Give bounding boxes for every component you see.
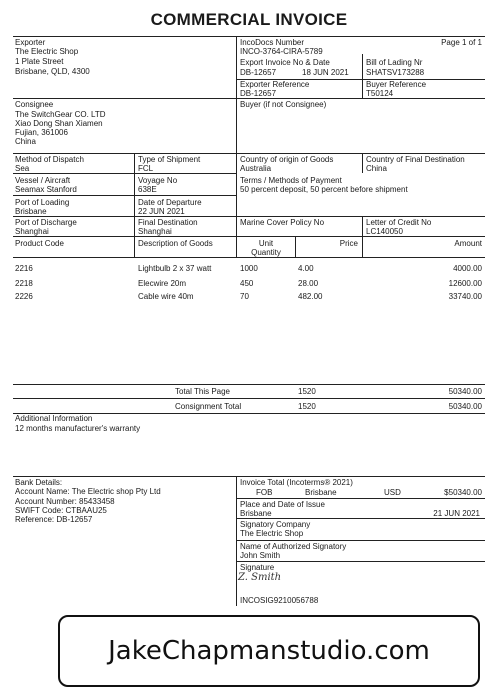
- dispatch-value: Sea: [15, 164, 30, 173]
- divider-main-top: [236, 36, 237, 216]
- rule-top: [13, 36, 485, 37]
- col-unit: Unit: [258, 239, 274, 248]
- consignee-line: The SwitchGear CO. LTD: [15, 110, 106, 119]
- departure-label: Date of Departure: [138, 198, 202, 207]
- consignee-line: Fujian, 361006: [15, 128, 68, 137]
- origin-label: Country of origin of Goods: [240, 155, 334, 164]
- consignee-label: Consignee: [15, 100, 54, 109]
- export-invoice-number: DB-12657: [240, 68, 277, 77]
- invoice-total-place: Brisbane: [305, 488, 337, 497]
- col-amount: Amount: [454, 239, 482, 248]
- export-invoice-date: 18 JUN 2021: [302, 68, 349, 77]
- bank-label: Bank Details:: [15, 478, 63, 487]
- col-product-code: Product Code: [15, 239, 64, 248]
- consignment-total-label: Consignment Total: [175, 402, 242, 411]
- item-qty: 70: [240, 292, 249, 301]
- invoice-total-label: Invoice Total (Incoterms® 2021): [240, 478, 353, 487]
- vessel-label: Vessel / Aircraft: [15, 176, 71, 185]
- divider-price-amount: [362, 236, 363, 257]
- bill-lading-value: SHATSV173288: [366, 68, 425, 77]
- rule-consignee: [13, 98, 485, 99]
- item-code: 2218: [15, 279, 33, 288]
- incodocs-label: IncoDocs Number: [240, 38, 305, 47]
- rule-items-header: [13, 236, 485, 237]
- bank-line: Account Name: The Electric shop Pty Ltd: [15, 487, 161, 496]
- item-description: Lightbulb 2 x 37 watt: [138, 264, 212, 273]
- letter-credit-value: LC140050: [366, 227, 403, 236]
- page-number: Page 1 of 1: [441, 38, 482, 47]
- total-page-label: Total This Page: [175, 387, 230, 396]
- rule-port-loading: [13, 195, 236, 196]
- rule-total-page: [13, 384, 485, 385]
- additional-info-label: Additional Information: [15, 414, 93, 423]
- exporter-ref-value: DB-12657: [240, 89, 277, 98]
- col-description: Description of Goods: [138, 239, 213, 248]
- total-page-amount: 50340.00: [448, 387, 482, 396]
- port-loading-value: Brisbane: [15, 207, 47, 216]
- exporter-ref-label: Exporter Reference: [240, 80, 310, 89]
- document-title: COMMERCIAL INVOICE: [150, 10, 348, 29]
- rule-items-header-bottom: [13, 257, 485, 258]
- exporter-line: The Electric Shop: [15, 47, 79, 56]
- rule-signature: [236, 561, 485, 562]
- consignment-total-amount: 50340.00: [448, 402, 482, 411]
- origin-value: Australia: [240, 164, 272, 173]
- item-code: 2226: [15, 292, 33, 301]
- final-destination-label: Final Destination: [138, 218, 198, 227]
- bank-line: Reference: DB-12657: [15, 515, 93, 524]
- place-date-place: Brisbane: [240, 509, 272, 518]
- place-date-label: Place and Date of Issue: [240, 500, 325, 509]
- authorized-label: Name of Authorized Signatory: [240, 542, 347, 551]
- authorized-value: John Smith: [240, 551, 281, 560]
- total-page-qty: 1520: [298, 387, 316, 396]
- port-discharge-value: Shanghai: [15, 227, 49, 236]
- item-qty: 450: [240, 279, 254, 288]
- signatory-company-label: Signatory Company: [240, 520, 311, 529]
- item-amount: 12600.00: [448, 279, 482, 288]
- shipment-type-value: FCL: [138, 164, 154, 173]
- voyage-value: 638E: [138, 185, 157, 194]
- rule-signatory-company: [236, 518, 485, 519]
- item-price: 482.00: [298, 292, 323, 301]
- signatory-company-value: The Electric Shop: [240, 529, 304, 538]
- voyage-label: Voyage No: [138, 176, 178, 185]
- export-invoice-label: Export Invoice No & Date: [240, 58, 330, 67]
- invoice-total-term: FOB: [256, 488, 273, 497]
- divider-bill-lading: [362, 54, 363, 98]
- signature-label: Signature: [240, 563, 275, 572]
- item-amount: 33740.00: [448, 292, 482, 301]
- departure-value: 22 JUN 2021: [138, 207, 185, 216]
- divider-letter-credit: [362, 216, 363, 236]
- final-destination-value: Shanghai: [138, 227, 172, 236]
- invoice-total-currency: USD: [384, 488, 401, 497]
- signature-image: Z. Smith: [238, 572, 282, 583]
- item-price: 4.00: [298, 264, 314, 273]
- port-discharge-label: Port of Discharge: [15, 218, 77, 227]
- col-price: Price: [339, 239, 358, 248]
- item-price: 28.00: [298, 279, 319, 288]
- bill-lading-label: Bill of Lading Nr: [366, 58, 423, 67]
- divider-qty-price: [295, 236, 296, 257]
- destination-country-label: Country of Final Destination: [366, 155, 465, 164]
- terms-value: 50 percent deposit, 50 percent before shipment: [240, 185, 408, 194]
- incodocs-value: INCO-3764-CIRA-5789: [240, 47, 323, 56]
- consignee-line: China: [15, 137, 36, 146]
- rule-consignment-total: [13, 398, 485, 399]
- letter-credit-label: Letter of Credit No: [366, 218, 432, 227]
- item-qty: 1000: [240, 264, 258, 273]
- exporter-label: Exporter: [15, 38, 46, 47]
- port-loading-label: Port of Loading: [15, 198, 70, 207]
- rule-authorized: [236, 540, 485, 541]
- watermark-banner: [58, 615, 480, 687]
- item-description: Cable wire 40m: [138, 292, 194, 301]
- exporter-line: 1 Plate Street: [15, 57, 64, 66]
- rule-bank: [13, 476, 485, 477]
- terms-label: Terms / Methods of Payment: [240, 176, 342, 185]
- rule-vessel: [13, 173, 236, 174]
- consignee-line: Xiao Dong Shan Xiamen: [15, 119, 103, 128]
- rule-discharge: [13, 216, 485, 217]
- dispatch-label: Method of Dispatch: [15, 155, 84, 164]
- vessel-value: Seamax Stanford: [15, 185, 77, 194]
- divider-bank: [236, 476, 237, 606]
- rule-dispatch: [13, 153, 485, 154]
- consignment-total-qty: 1520: [298, 402, 316, 411]
- destination-country-value: China: [366, 164, 387, 173]
- bank-line: SWIFT Code: CTBAAU25: [15, 506, 107, 515]
- buyer-label: Buyer (if not Consignee): [240, 100, 327, 109]
- watermark-text: JakeChapmanstudio.com: [108, 636, 430, 666]
- shipment-type-label: Type of Shipment: [138, 155, 201, 164]
- exporter-line: Brisbane, QLD, 4300: [15, 67, 90, 76]
- col-quantity: Quantity: [251, 248, 281, 257]
- signature-code: INCOSIG9210056788: [240, 596, 319, 605]
- divider-country: [362, 153, 363, 173]
- marine-cover-label: Marine Cover Policy No: [240, 218, 325, 227]
- item-description: Elecwire 20m: [138, 279, 187, 288]
- divider-left-cols: [134, 153, 135, 257]
- additional-info-value: 12 months manufacturer's warranty: [15, 424, 141, 433]
- buyer-ref-label: Buyer Reference: [366, 80, 427, 89]
- place-date-date: 21 JUN 2021: [433, 509, 480, 518]
- item-amount: 4000.00: [453, 264, 482, 273]
- buyer-ref-value: T50124: [366, 89, 394, 98]
- invoice-total-amount: $50340.00: [444, 488, 482, 497]
- rule-place-date: [236, 498, 485, 499]
- item-code: 2216: [15, 264, 33, 273]
- bank-line: Account Number: 85433458: [15, 497, 115, 506]
